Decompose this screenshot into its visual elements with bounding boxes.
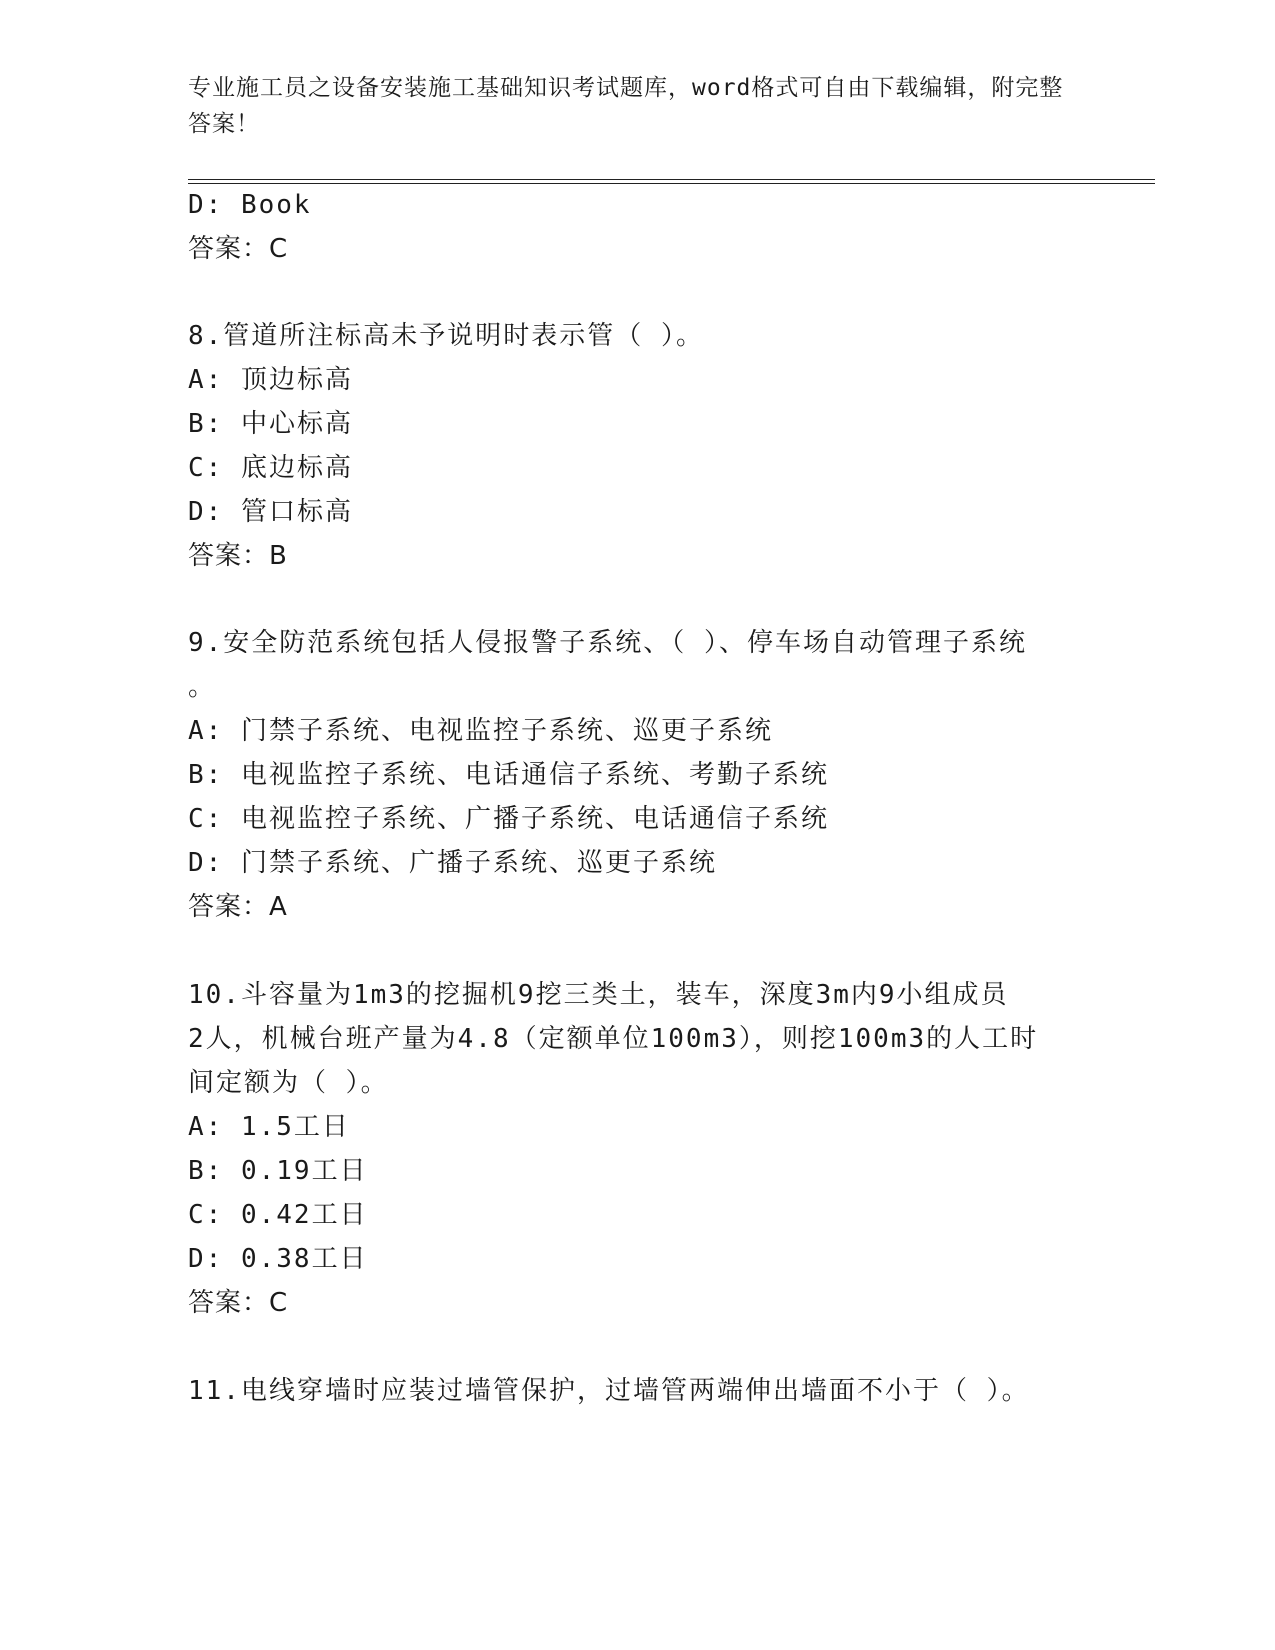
q8-option-c: C: 底边标高 (188, 453, 353, 483)
q10-option-a: A: 1.5工日 (188, 1112, 350, 1142)
q9-option-c: C: 电视监控子系统、广播子系统、电话通信子系统 (188, 804, 829, 834)
q9-option-d: D: 门禁子系统、广播子系统、巡更子系统 (188, 848, 717, 878)
q9-option-b: B: 电视监控子系统、电话通信子系统、考勤子系统 (188, 760, 829, 790)
q10-option-c: C: 0.42工日 (188, 1200, 368, 1230)
q10-question-line3: 间定额为（ ）。 (188, 1068, 389, 1098)
q9-question-line1: 9.安全防范系统包括人侵报警子系统、（ ）、停车场自动管理子系统 (188, 628, 1027, 658)
q8-answer: 答案：B (188, 541, 288, 571)
q10-question-line2: 2人，机械台班产量为4.8（定额单位100m3），则挖100m3的人工时 (188, 1024, 1039, 1054)
q8-option-a: A: 顶边标高 (188, 365, 353, 395)
q8-question: 8.管道所注标高未予说明时表示管（ ）。 (188, 321, 704, 351)
header-divider-top (188, 179, 1155, 180)
q8-option-d: D: 管口标高 (188, 497, 353, 527)
q10-answer: 答案：C (188, 1288, 289, 1318)
q9-answer: 答案：A (188, 892, 288, 922)
q9-question-line2: 。 (188, 672, 217, 702)
q7-option-d: D: Book (188, 190, 312, 220)
q10-question-line1: 10.斗容量为1m3的挖掘机9挖三类土，装车，深度3m内9小组成员 (188, 980, 1009, 1010)
q7-answer: 答案：C (188, 234, 289, 264)
document-header: 专业施工员之设备安装施工基础知识考试题库，word格式可自由下载编辑，附完整答案！ (188, 75, 1064, 137)
q11-question: 11.电线穿墙时应装过墙管保护，过墙管两端伸出墙面不小于（ ）。 (188, 1376, 1030, 1406)
q8-option-b: B: 中心标高 (188, 409, 353, 439)
header-divider-bottom (188, 183, 1155, 184)
q10-option-b: B: 0.19工日 (188, 1156, 368, 1186)
q9-option-a: A: 门禁子系统、电视监控子系统、巡更子系统 (188, 716, 773, 746)
q10-option-d: D: 0.38工日 (188, 1244, 368, 1274)
